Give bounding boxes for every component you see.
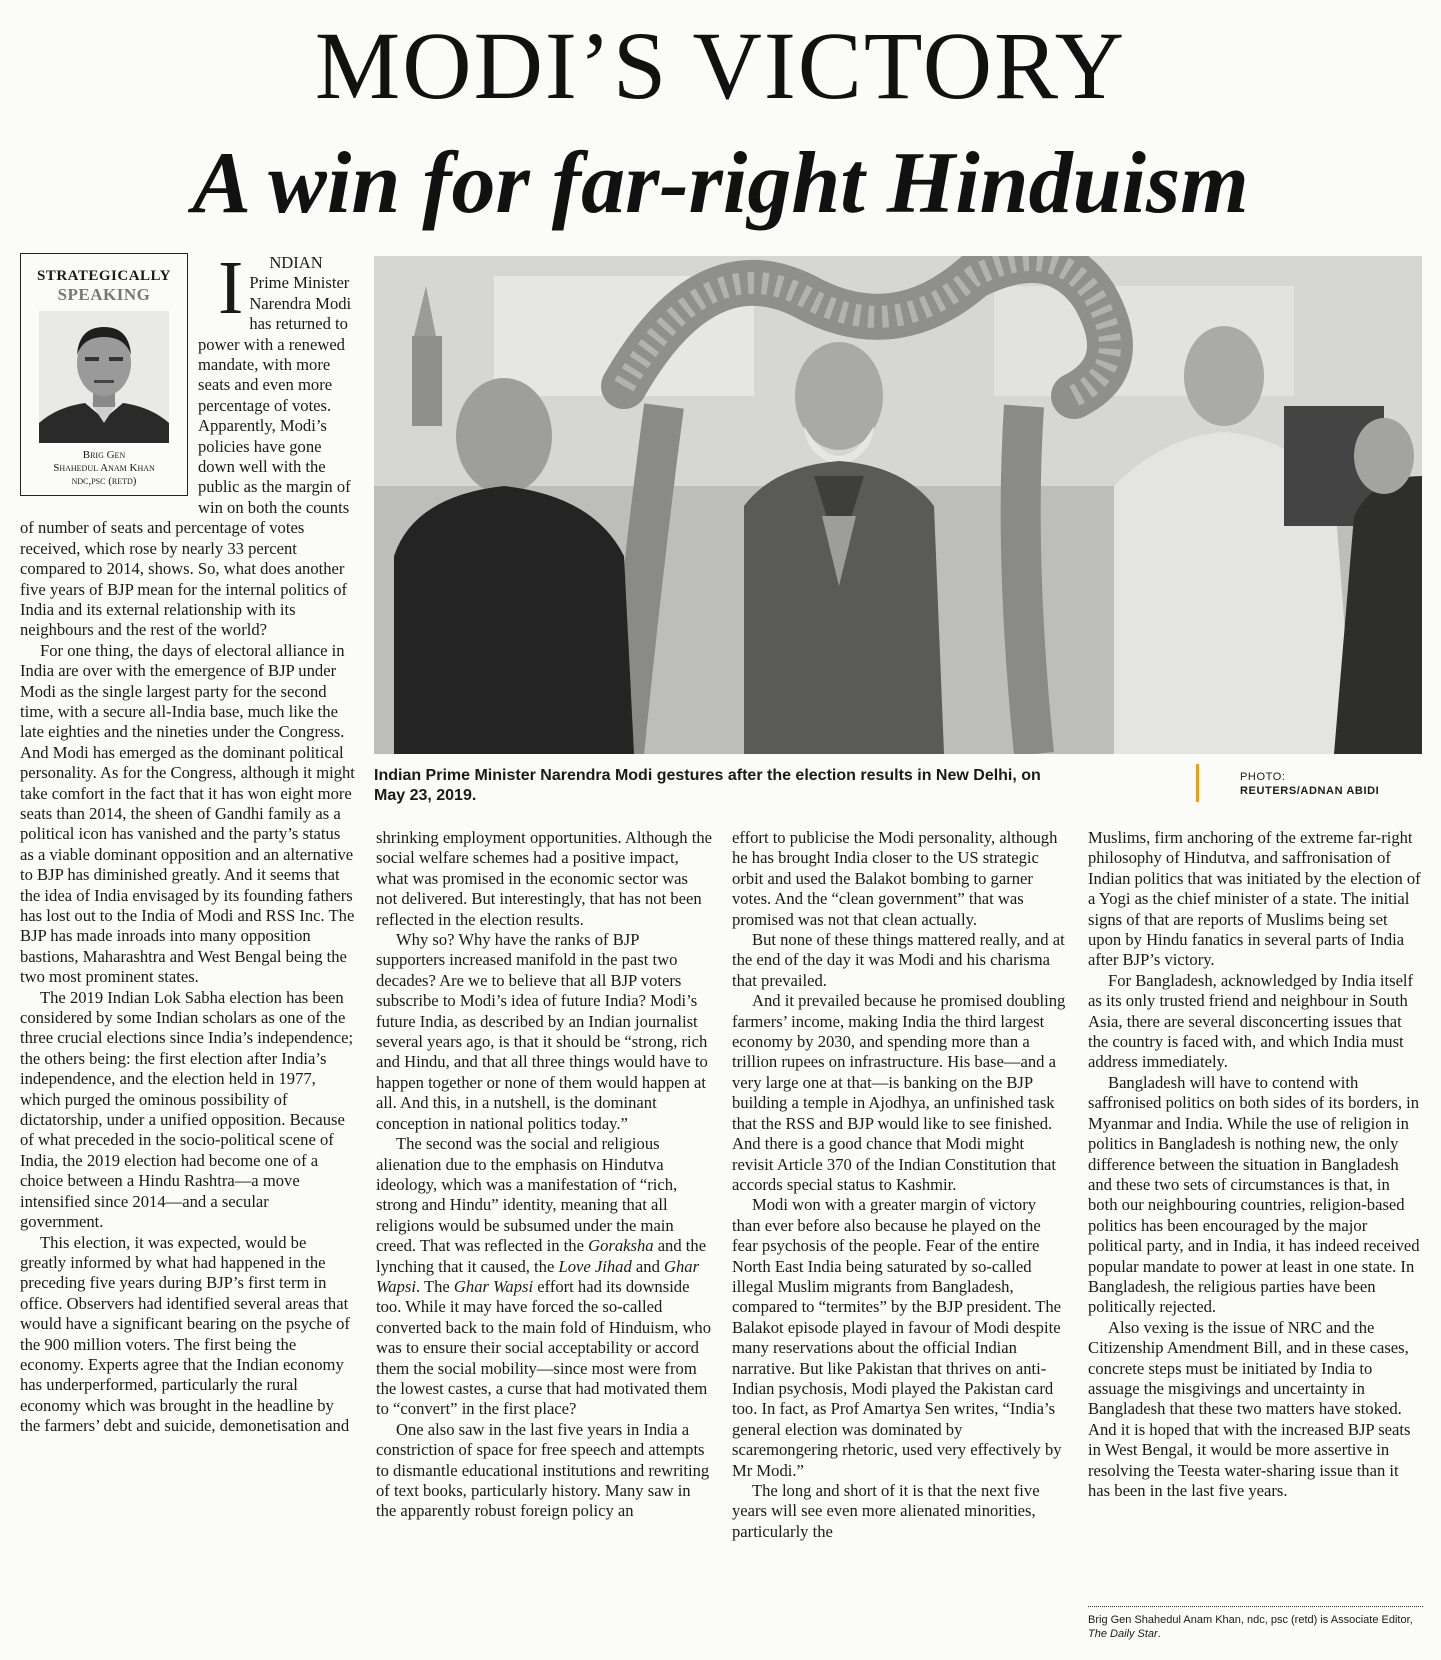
paragraph-7-part-a: The second was the social and religious alienation due to the emphasis on Hindutva ideology, which was a manifestation of “rich, strong and Hindu” identity, meaning that all religions would be subsumed under the main creed. That was reflected in the: [376, 1134, 678, 1256]
article-paragraph-9: effort to publicise the Modi personality, although he has brought India closer to the US strategic orbit and used the Balakot bombing to garner votes. And the “clean government” that was promised was not that clean actually.: [732, 828, 1058, 929]
article-paragraph-5: shrinking employment opportunities. Although the social welfare schemes had a positive impact, what was promised in the economic sector was not delivered. But interestingly, that has not been reflected in the election results.: [376, 828, 712, 929]
author-name-line2: Shahedul Anam Khan: [53, 462, 155, 474]
article-column-3: [732, 828, 1068, 1650]
author-portrait: [39, 311, 169, 443]
column-kicker-line2: SPEAKING: [57, 285, 151, 304]
column-kicker-line1: STRATEGICALLY: [36, 268, 172, 284]
article-paragraph-6: Why so? Why have the ranks of BJP supporters increased manifold in the past two decades? Are we to believe that all BJP voters subscribe to Modi’s idea of future India? Modi’s future India, as described by an Indian journalist several years ago, is that it should be “strong, rich and Hindu, and that all three things would have to happen together or none of them would happen at all. And this, in a nutshell, is the dominant conception in national politics today.”: [376, 930, 708, 1133]
article-paragraph-11: And it prevailed because he promised doubling farmers’ income, making India the third largest economy by 2030, and spending more than a trillion rupees on infrastructure. His base—and a very large one at that—is banking on the BJP building a temple in Ajodhya, an unfinished task that the RSS and BJP would like to see finished. And there is a good chance that Modi might revisit Article 370 of the Indian Constitution that accords special status to Kashmir.: [732, 991, 1066, 1194]
article-paragraph-3: The 2019 Indian Lok Sabha election has been considered by some Indian scholars as one of the three crucial elections since India’s independence; the others being: the first election after India’s independence, and the election held in 1977, which purged the ominous possibility of dictatorship, under a unified opposition. Because of what preceded in the socio-political scene of India, the 2019 election had become one of a choice between a Hindu Rashtra—a move intensified since 2014—and a secular government.: [20, 987, 354, 1232]
drop-cap: I: [218, 253, 244, 330]
article-paragraph-13: The long and short of it is that the next five years will see even more alienated minorities, particularly the: [732, 1481, 1040, 1541]
photo-credit: [1240, 770, 1420, 798]
article-paragraph-8: One also saw in the last five years in India a constriction of space for free speech and attempts to dismantle educational institutions and rewriting of text books, particularly history. Many saw in the apparently robust foreign policy an: [376, 1419, 710, 1521]
footnote-publication: The Daily Star: [1088, 1628, 1158, 1640]
article-paragraph-15: For Bangladesh, acknowledged by India itself as its only trusted friend and neighbour in South Asia, there are several disconcerting issues that the country is faced with, and which India must address immediately.: [1088, 970, 1414, 1072]
article-paragraph-14: Muslims, firm anchoring of the extreme far-right philosophy of Hindutva, and saffronisation of Indian politics that was initiated by the election of a Yogi as the chief minister of a state. The initial signs of that are reports of Muslims being set upon by Hindu fanatics in several parts of India after BJP’s victory.: [1088, 828, 1421, 970]
footnote-end: .: [1157, 1628, 1161, 1640]
author-footnote: [1088, 1613, 1423, 1641]
paragraph-7-part-b: and the lynching that it caused, the: [376, 1236, 707, 1276]
news-photo: [374, 256, 1422, 754]
article-column-4: [1088, 828, 1423, 1588]
paragraph-1-text: NDIAN Prime Minister Narendra Modi has returned to power with a renewed mandate, with more seats and even more percentage of votes. Apparently, Modi’s policies have gone down well with the public as the margin of win on both the counts of number of seats and percentage of votes received, which rose by nearly 33 percent compared to 2014, shows. So, what does another five years of BJP mean for the internal politics of India and its external relationship with its neighbours and the rest of the world?: [20, 253, 352, 640]
article-paragraph-2: For one thing, the days of electoral alliance in India are over with the emergence of BJP under Modi as the single largest party for the second time, with a secure all-India base, much like the late eighties and the nineties under the Congress. And Modi has emerged as the dominant political personality. As for the Congress, although it might take comfort in the fact that it has won eight more seats than 2014, the sheen of Gandhi family as a political icon has vanished and the party’s status as a viable dominant opposition and an alternative to BJP has diminished greatly. And it seems that the idea of India envisaged by its founding fathers has lost out to the India of Modi and RSS Inc. The BJP has made inroads into many opposition bastions, Maharashtra and West Bengal being the two most prominent states.: [20, 640, 355, 987]
subheadline: A win for far-right Hinduism: [192, 135, 1249, 232]
article-paragraph-10: But none of these things mattered really, and at the end of the day it was Modi and his charisma that prevailed.: [732, 930, 1065, 990]
article-paragraph-12: Modi won with a greater margin of victory than ever before also because he played on the fear psychosis of the people. Fear of the entire North East India being saturated by so-called illegal Muslim migrants from Bangladesh, compared to “termites” by the BJP president. The Balakot episode played in favour of Modi despite many reservations about the official Indian narrative. But like Pakistan that thrives on anti-Indian psychosis, Modi played the Pakistan card too. In fact, as Prof Amartya Sen writes, “India’s general election was dominated by scaremongering rhetoric, used very effectively by Mr Modi.”: [732, 1195, 1062, 1480]
article-paragraph-4: This election, it was expected, would be greatly informed by what had happened in the preceding five years during BJP’s first term in office. Observers had identified several areas that would have a significant bearing on the psyche of the 900 million voters. The first being the economy. Experts agree that the Indian economy has underperformed, particularly the rural economy which was brought in the headline by the farmers’ debt and suicide, demonetisation and: [20, 1232, 350, 1436]
footnote-divider: [1088, 1606, 1423, 1607]
paragraph-7-part-c: and: [631, 1256, 665, 1276]
author-credentials: ndc,psc (retd): [71, 475, 137, 487]
photo-caption: Indian Prime Minister Narendra Modi gestures after the election results in New Delhi, on May 23, 2019.: [374, 767, 1041, 804]
paragraph-7-part-e: effort had its downside too. While it may have forced the so-called converted back to the main fold of Hinduism, who was to ensure their social acceptability or accord them the social mobility—since most were from the lowest castes, a curse that had motivated them to “convert” in the first place?: [376, 1276, 712, 1419]
article-paragraph-7: [376, 1134, 712, 1420]
term-love-jihad: Love Jihad: [558, 1256, 632, 1276]
photo-credit-value: REUTERS/ADNAN ABIDI: [1240, 785, 1380, 797]
term-ghar-wapsi: Ghar Wapsi: [376, 1256, 700, 1296]
footnote-text: Brig Gen Shahedul Anam Khan, ndc, psc (retd) is Associate Editor,: [1088, 1614, 1413, 1626]
headline: MODI’S VICTORY: [314, 12, 1127, 119]
article-column-2: [376, 828, 712, 1650]
column-byline-box: [20, 253, 188, 496]
author-name-line1: Brig Gen: [82, 449, 126, 461]
article-paragraph-16: Bangladesh will have to contend with saffronised politics on both sides of its borders, in Myanmar and India. While the use of religion in politics in Bangladesh is nothing new, the only difference between the situation in Bangladesh and these two sets of circumstances is that, in both our neighbouring countries, religion-based politics has been encouraged by the major political party, and in India, it has indeed received popular mandate to power at least in one state. In Bangladesh, the religious parties have been politically rejected.: [1088, 1072, 1420, 1317]
term-goraksha: Goraksha: [588, 1236, 654, 1256]
photo-credit-label: PHOTO:: [1240, 771, 1286, 783]
paragraph-7-part-d: . The: [415, 1276, 454, 1296]
term-ghar-wapsi-2: Ghar Wapsi: [453, 1276, 534, 1296]
article-paragraph-17: Also vexing is the issue of NRC and the Citizenship Amendment Bill, and in these cases, concrete steps must be initiated by India to assuage the misgivings and uncertainty in Bangladesh that these two matters have stoked. And it is hoped that with the increased BJP seats in West Bengal, it would be more assertive in resolving the Teesta water-sharing issue than it has been in the last five years.: [1088, 1317, 1411, 1500]
photo-credit-rule: [1196, 764, 1199, 802]
